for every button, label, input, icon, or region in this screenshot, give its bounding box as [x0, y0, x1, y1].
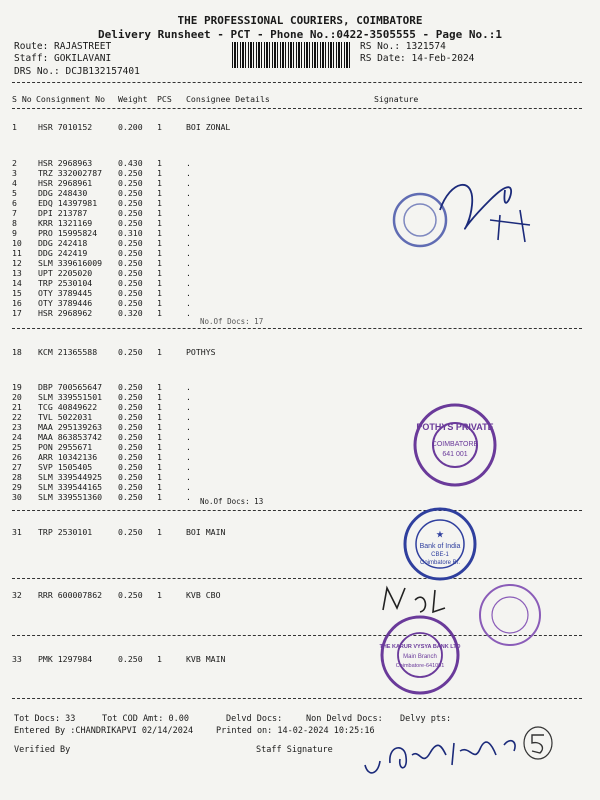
row-consignment-no: PMK 1297984 [38, 654, 93, 664]
row-sno: 30 [12, 492, 22, 502]
row-weight: 0.250 [118, 392, 143, 402]
row-pcs: 1 [157, 278, 162, 288]
row-consignee: . [186, 462, 191, 472]
row-consignment-no: HSR 2968961 [38, 178, 93, 188]
row-consignee: . [186, 258, 191, 268]
row-pcs: 1 [157, 654, 162, 664]
row-sno: 22 [12, 412, 22, 422]
barcode [232, 42, 352, 68]
row-sno: 20 [12, 392, 22, 402]
rs-date: RS Date: 14-Feb-2024 [360, 53, 475, 64]
row-consignee: POTHYS [186, 347, 216, 357]
row-weight: 0.250 [118, 178, 143, 188]
table-row [0, 452, 600, 462]
row-weight: 0.250 [118, 422, 143, 432]
delivered-docs: Delvd Docs: [226, 714, 283, 724]
row-sno: 33 [12, 654, 22, 664]
table-row [0, 122, 600, 132]
row-consignee: . [186, 198, 191, 208]
column-header-row [0, 94, 600, 104]
table-row [0, 308, 600, 318]
row-weight: 0.250 [118, 527, 143, 537]
row-pcs: 1 [157, 208, 162, 218]
row-weight: 0.250 [118, 654, 143, 664]
runsheet-subtitle: Delivery Runsheet - PCT - Phone No.:0422-3505555 - Page No.:1 [98, 28, 502, 41]
boi-stamp-text: Coimbatore Br. [419, 560, 461, 566]
row-pcs: 1 [157, 298, 162, 308]
row-pcs: 1 [157, 392, 162, 402]
col-consignee: Consignee Details [186, 94, 270, 104]
row-consignee: . [186, 298, 191, 308]
kvb-stamp-text: Coimbatore-641001 [395, 663, 445, 669]
row-weight: 0.200 [118, 122, 143, 132]
row-consignment-no: HSR 2968962 [38, 308, 93, 318]
drs-number: DRS No.: DCJB132157401 [14, 66, 140, 77]
row-consignment-no: KRR 1321169 [38, 218, 93, 228]
row-pcs: 1 [157, 402, 162, 412]
table-row [0, 482, 600, 492]
row-consignment-no: TRP 2530101 [38, 527, 93, 537]
row-consignment-no: PON 2955671 [38, 442, 93, 452]
row-consignee: KVB CBO [186, 590, 221, 600]
row-sno: 32 [12, 590, 22, 600]
table-row [0, 402, 600, 412]
row-consignment-no: EDQ 14397981 [38, 198, 98, 208]
row-pcs: 1 [157, 168, 162, 178]
svg-text:★: ★ [436, 530, 444, 539]
total-cod: Tot COD Amt: 0.00 [102, 714, 189, 724]
row-weight: 0.250 [118, 412, 143, 422]
signature-stamp-1 [380, 170, 560, 270]
row-consignment-no: UPT 2205020 [38, 268, 93, 278]
non-delivered-docs: Non Delvd Docs: [306, 714, 383, 724]
row-consignment-no: PRO 15995824 [38, 228, 98, 238]
table-row [0, 347, 600, 357]
row-weight: 0.250 [118, 482, 143, 492]
row-weight: 0.250 [118, 198, 143, 208]
table-row [0, 442, 600, 452]
row-consignee: . [186, 158, 191, 168]
row-weight: 0.250 [118, 298, 143, 308]
printed-on: Printed on: 14-02-2024 10:25:16 [216, 726, 375, 736]
col-signature: Signature [374, 94, 419, 104]
row-consignee: . [186, 382, 191, 392]
row-sno: 13 [12, 268, 22, 278]
row-consignment-no: SLM 339544925 [38, 472, 103, 482]
table-row [0, 298, 600, 308]
col-consignment: Consignment No [36, 94, 106, 104]
row-consignment-no: SLM 339551360 [38, 492, 103, 502]
row-pcs: 1 [157, 482, 162, 492]
row-sno: 14 [12, 278, 22, 288]
row-consignee: . [186, 402, 191, 412]
table-row [0, 382, 600, 392]
col-sno: S No [12, 94, 32, 104]
boi-stamp-text: CBE-1 [431, 552, 449, 558]
row-sno: 28 [12, 472, 22, 482]
row-weight: 0.320 [118, 308, 143, 318]
pothys-stamp-text: COIMBATORE [431, 441, 479, 448]
table-row [0, 472, 600, 482]
row-consignment-no: TVL 5022031 [38, 412, 93, 422]
row-consignee: . [186, 442, 191, 452]
col-pcs: PCS [157, 94, 172, 104]
row-sno: 1 [12, 122, 17, 132]
table-row [0, 492, 600, 502]
kvb-stamp-text: THE KARUR VYSYA BANK LTD [379, 644, 461, 650]
row-sno: 2 [12, 158, 17, 168]
table-row [0, 422, 600, 432]
row-pcs: 1 [157, 218, 162, 228]
row-consignment-no: MAA 863853742 [38, 432, 103, 442]
row-weight: 0.250 [118, 218, 143, 228]
pothys-stamp-text: 641 001 [442, 451, 468, 458]
row-consignee: . [186, 268, 191, 278]
row-weight: 0.430 [118, 158, 143, 168]
row-consignment-no: ARR 10342136 [38, 452, 98, 462]
row-consignee: . [186, 482, 191, 492]
table-row [0, 462, 600, 472]
row-consignee: . [186, 208, 191, 218]
row-weight: 0.250 [118, 590, 143, 600]
row-consignee: . [186, 248, 191, 258]
row-consignment-no: SLM 339616009 [38, 258, 103, 268]
row-consignee: . [186, 168, 191, 178]
staff-label: Staff: GOKILAVANI [14, 53, 112, 64]
row-pcs: 1 [157, 432, 162, 442]
row-weight: 0.250 [118, 208, 143, 218]
row-weight: 0.250 [118, 472, 143, 482]
row-sno: 12 [12, 258, 22, 268]
row-consignee: KVB MAIN [186, 654, 226, 664]
company-title: THE PROFESSIONAL COURIERS, COIMBATORE [177, 14, 423, 27]
row-consignment-no: DPI 213787 [38, 208, 88, 218]
row-pcs: 1 [157, 527, 162, 537]
row-sno: 31 [12, 527, 22, 537]
row-sno: 26 [12, 452, 22, 462]
row-consignment-no: SVP 1505405 [38, 462, 93, 472]
row-consignee: . [186, 492, 191, 502]
row-sno: 24 [12, 432, 22, 442]
row-pcs: 1 [157, 347, 162, 357]
row-sno: 8 [12, 218, 17, 228]
table-row [0, 278, 600, 288]
divider [12, 328, 582, 329]
divider [12, 82, 582, 83]
row-weight: 0.250 [118, 248, 143, 258]
row-consignment-no: RRR 600007862 [38, 590, 103, 600]
row-sno: 15 [12, 288, 22, 298]
col-weight: Weight [118, 94, 148, 104]
row-consignment-no: OTY 3789446 [38, 298, 93, 308]
row-sno: 23 [12, 422, 22, 432]
divider [12, 108, 582, 109]
row-consignment-no: DBP 700565647 [38, 382, 103, 392]
pothys-stamp-text: POTHYS PRIVATE [416, 422, 494, 432]
row-sno: 5 [12, 188, 17, 198]
row-weight: 0.250 [118, 492, 143, 502]
divider [12, 698, 582, 699]
row-consignment-no: HSR 2968963 [38, 158, 93, 168]
row-sno: 3 [12, 168, 17, 178]
row-consignee: . [186, 392, 191, 402]
row-consignee: BOI MAIN [186, 527, 226, 537]
row-pcs: 1 [157, 422, 162, 432]
row-pcs: 1 [157, 178, 162, 188]
row-weight: 0.250 [118, 278, 143, 288]
group-note: No.Of Docs: 17 [200, 317, 264, 326]
row-weight: 0.250 [118, 168, 143, 178]
row-consignment-no: SLM 339544165 [38, 482, 103, 492]
pothys-stamp [400, 400, 510, 500]
divider [12, 578, 582, 579]
row-consignment-no: TRZ 332002787 [38, 168, 103, 178]
group-note: No.Of Docs: 13 [200, 497, 264, 506]
row-sno: 25 [12, 442, 22, 452]
row-pcs: 1 [157, 188, 162, 198]
row-pcs: 1 [157, 248, 162, 258]
row-consignment-no: DDG 242419 [38, 248, 88, 258]
row-sno: 27 [12, 462, 22, 472]
row-consignee: . [186, 228, 191, 238]
row-weight: 0.250 [118, 268, 143, 278]
row-weight: 0.310 [118, 228, 143, 238]
row-sno: 4 [12, 178, 17, 188]
row-consignee: . [186, 218, 191, 228]
kvb-stamp-text: Main Branch [403, 654, 437, 660]
row-weight: 0.250 [118, 402, 143, 412]
route-label: Route: RAJASTREET [14, 41, 112, 52]
row-weight: 0.250 [118, 442, 143, 452]
row-pcs: 1 [157, 228, 162, 238]
table-row [0, 392, 600, 402]
row-consignee: . [186, 432, 191, 442]
row-weight: 0.250 [118, 432, 143, 442]
row-consignment-no: OTY 3789445 [38, 288, 93, 298]
row-sno: 9 [12, 228, 17, 238]
table-row [0, 412, 600, 422]
table-row [0, 527, 600, 537]
row-weight: 0.250 [118, 288, 143, 298]
row-consignee: . [186, 472, 191, 482]
row-consignment-no: DDG 242418 [38, 238, 88, 248]
row-sno: 17 [12, 308, 22, 318]
row-pcs: 1 [157, 288, 162, 298]
total-docs: Tot Docs: 33 [14, 714, 76, 724]
delivery-points: Delvy pts: [400, 714, 452, 724]
row-sno: 18 [12, 347, 22, 357]
row-consignment-no: TCG 40849622 [38, 402, 98, 412]
row-consignee: . [186, 238, 191, 248]
row-pcs: 1 [157, 492, 162, 502]
row-pcs: 1 [157, 442, 162, 452]
row-sno: 19 [12, 382, 22, 392]
row-weight: 0.250 [118, 258, 143, 268]
row-sno: 11 [12, 248, 22, 258]
row-weight: 0.250 [118, 238, 143, 248]
entered-by: Entered By :CHANDRIKAPVI 02/14/2024 [14, 726, 194, 736]
row-consignee: . [186, 278, 191, 288]
row-pcs: 1 [157, 472, 162, 482]
divider [12, 510, 582, 511]
row-consignee: . [186, 178, 191, 188]
row-pcs: 1 [157, 308, 162, 318]
row-consignment-no: TRP 2530104 [38, 278, 93, 288]
row-consignee: . [186, 288, 191, 298]
row-pcs: 1 [157, 412, 162, 422]
row-sno: 10 [12, 238, 22, 248]
row-pcs: 1 [157, 158, 162, 168]
row-consignment-no: MAA 295139263 [38, 422, 103, 432]
row-consignee: . [186, 452, 191, 462]
row-consignee: . [186, 422, 191, 432]
row-pcs: 1 [157, 238, 162, 248]
verified-by: Verified By [14, 745, 71, 755]
table-row [0, 432, 600, 442]
row-weight: 0.250 [118, 452, 143, 462]
row-pcs: 1 [157, 462, 162, 472]
table-row [0, 288, 600, 298]
row-weight: 0.250 [118, 382, 143, 392]
boi-stamp [400, 505, 480, 583]
row-sno: 16 [12, 298, 22, 308]
row-consignment-no: HSR 7010152 [38, 122, 93, 132]
row-pcs: 1 [157, 382, 162, 392]
row-pcs: 1 [157, 268, 162, 278]
row-sno: 21 [12, 402, 22, 412]
staff-signature-label: Staff Signature [256, 745, 333, 755]
row-pcs: 1 [157, 122, 162, 132]
row-consignee: . [186, 308, 191, 318]
row-sno: 6 [12, 198, 17, 208]
row-pcs: 1 [157, 590, 162, 600]
row-weight: 0.250 [118, 462, 143, 472]
staff-handwritten-signature [360, 715, 560, 785]
boi-stamp-text: Bank of India [419, 543, 461, 550]
row-consignment-no: KCM 21365588 [38, 347, 98, 357]
row-pcs: 1 [157, 452, 162, 462]
kvb-stamps [375, 580, 555, 695]
row-sno: 29 [12, 482, 22, 492]
row-consignment-no: DDG 248430 [38, 188, 88, 198]
row-pcs: 1 [157, 258, 162, 268]
row-consignee: . [186, 412, 191, 422]
rs-number: RS No.: 1321574 [360, 41, 446, 52]
table-row [0, 158, 600, 168]
row-consignee: BOI ZONAL [186, 122, 231, 132]
row-weight: 0.250 [118, 188, 143, 198]
row-weight: 0.250 [118, 347, 143, 357]
row-consignment-no: SLM 339551501 [38, 392, 103, 402]
row-pcs: 1 [157, 198, 162, 208]
row-consignee: . [186, 188, 191, 198]
row-sno: 7 [12, 208, 17, 218]
